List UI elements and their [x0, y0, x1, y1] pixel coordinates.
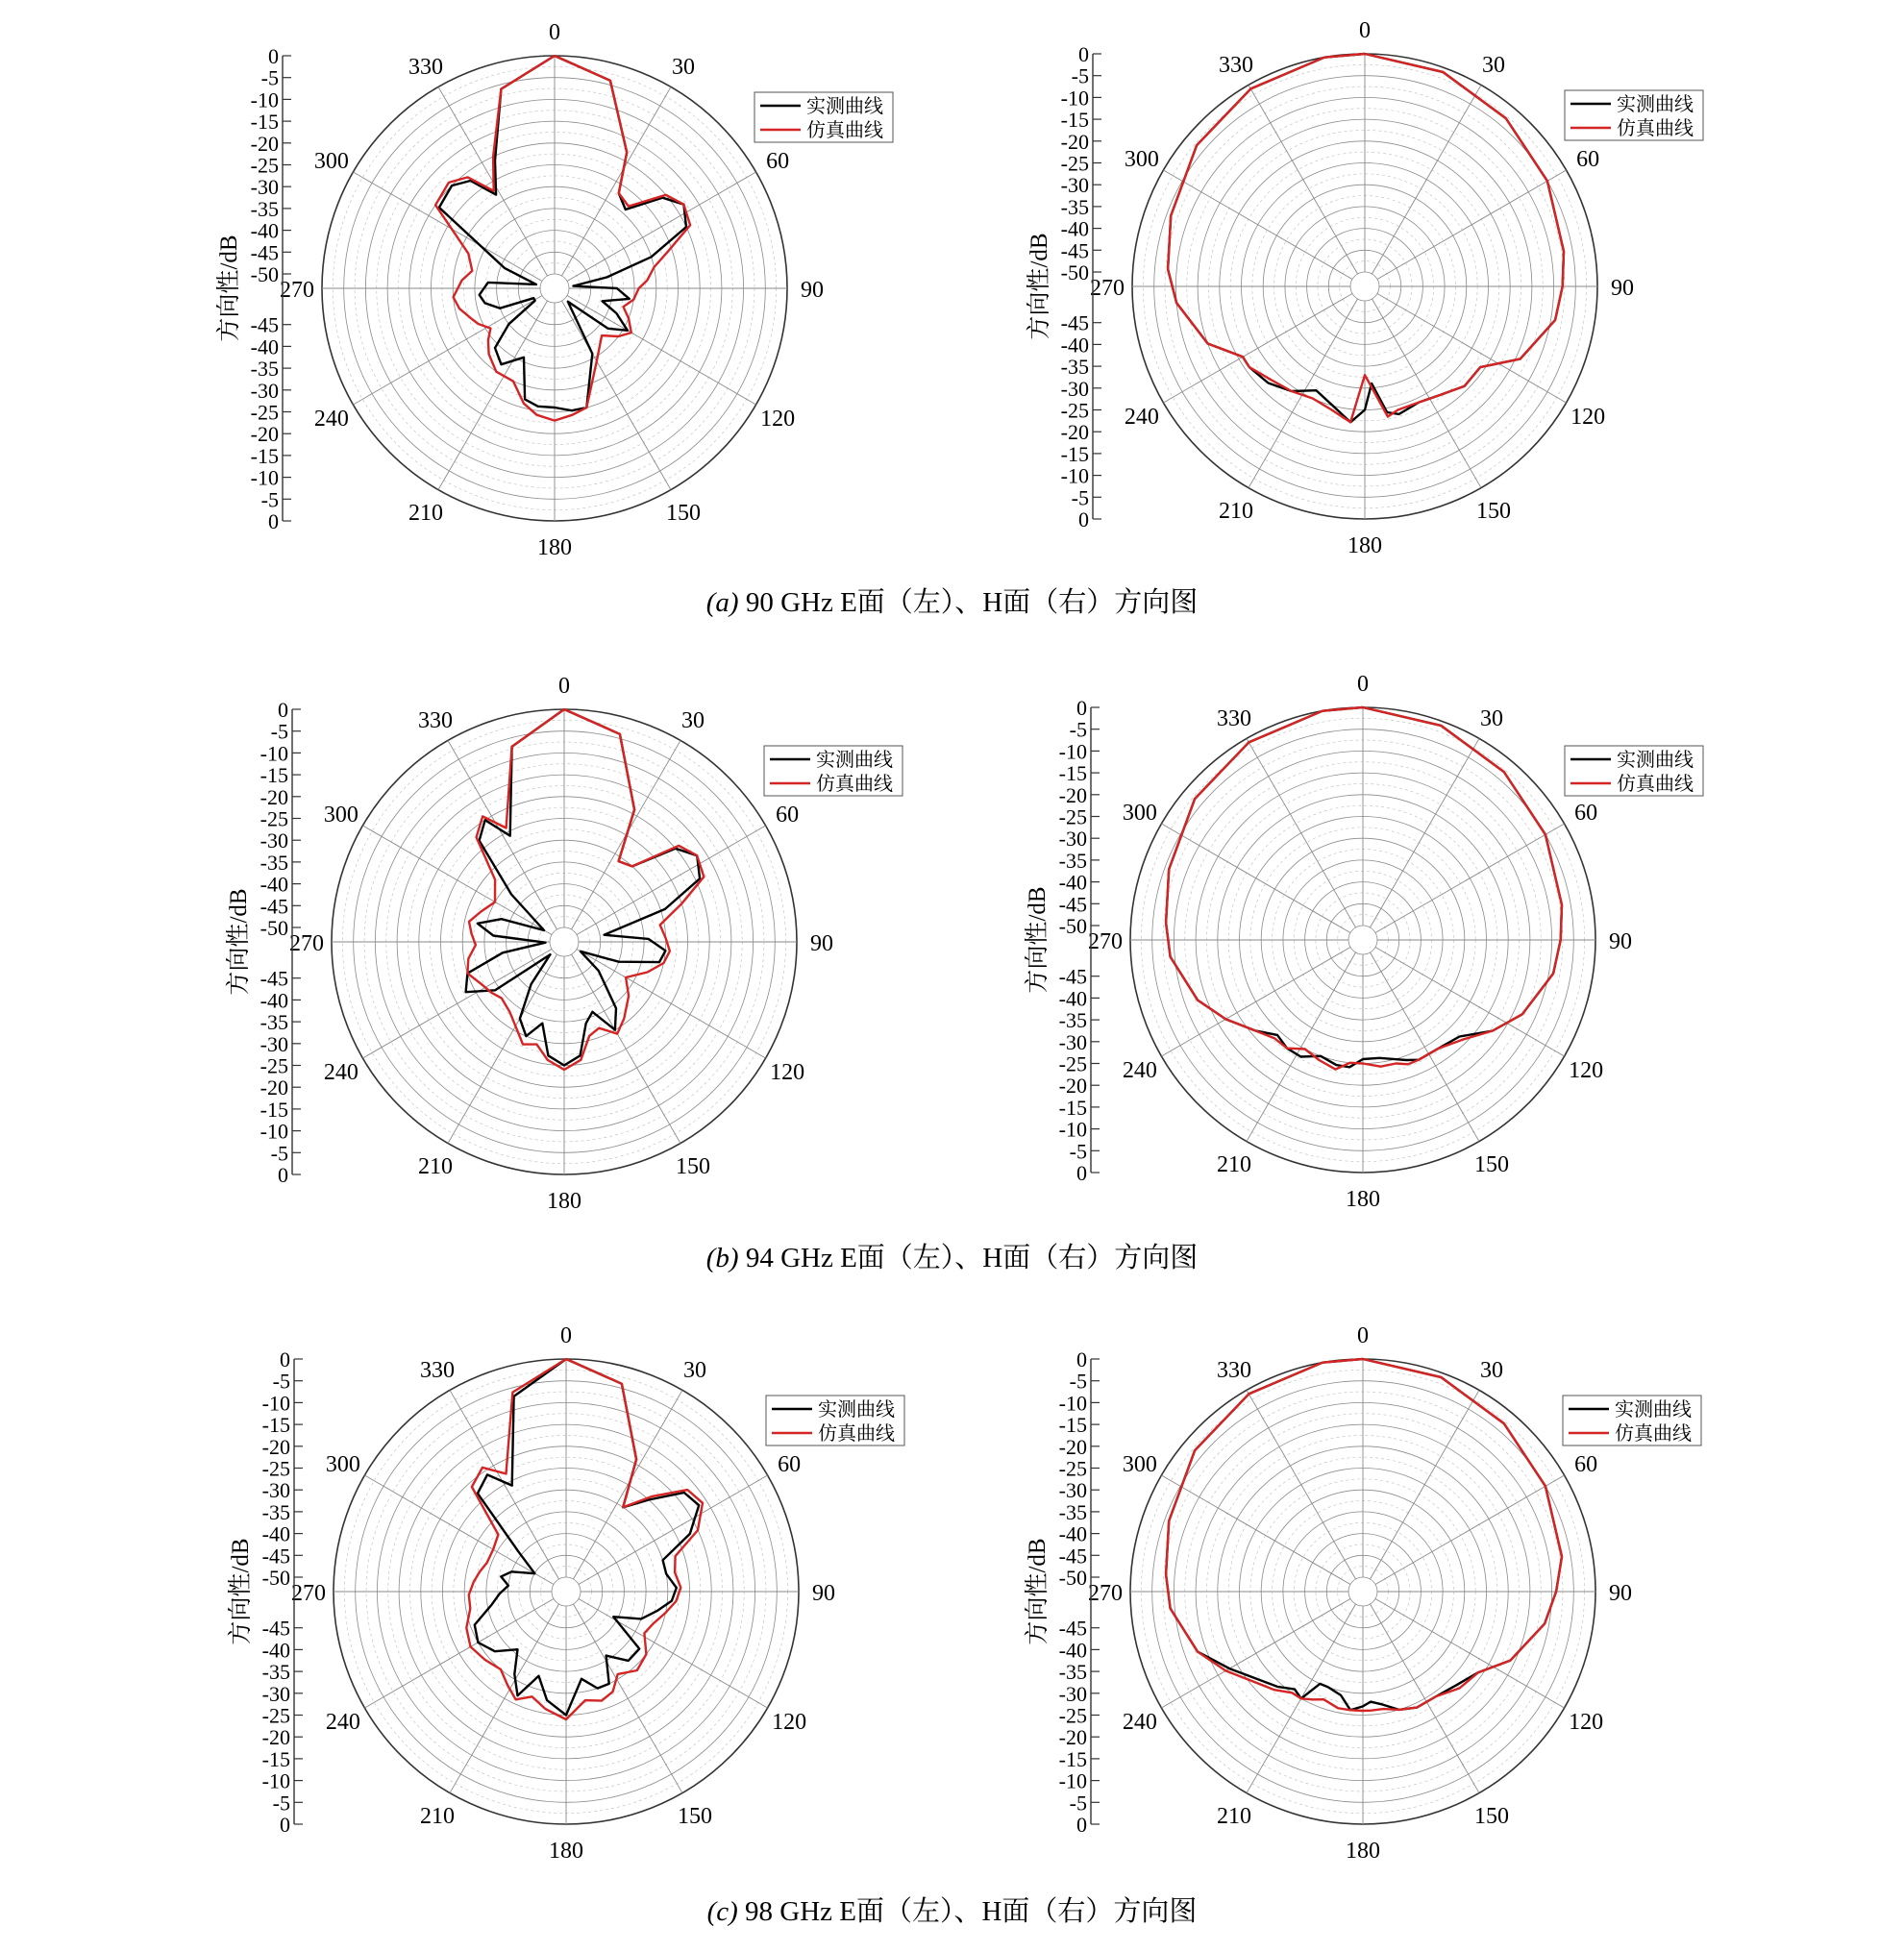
grid-circle	[540, 274, 569, 303]
radial-tick-label: -45	[1060, 310, 1089, 335]
radial-tick-label: -35	[1060, 355, 1089, 380]
radial-tick-label: -45	[261, 1544, 290, 1569]
radial-tick-label: -35	[1058, 1008, 1087, 1033]
angle-tick-label: 60	[1574, 1452, 1598, 1477]
radial-tick-label: -5	[1069, 1791, 1087, 1816]
radial-tick-label: -40	[1060, 216, 1089, 241]
radial-tick-label: -15	[1058, 761, 1087, 786]
legend-label-measured: 实测曲线	[806, 96, 883, 117]
radial-axis-title: 方向性/dB	[226, 888, 252, 996]
angle-tick-label: 0	[549, 20, 560, 45]
grid-spoke	[1371, 738, 1480, 927]
radial-axis-title: 方向性/dB	[228, 1538, 254, 1645]
angle-tick-label: 120	[760, 407, 796, 432]
radial-tick-label: -20	[1058, 782, 1087, 807]
grid-spoke	[1247, 1390, 1356, 1579]
radial-tick-label: -10	[260, 741, 288, 766]
grid-spoke	[1377, 294, 1567, 404]
legend-label-simulated: 仿真曲线	[1617, 774, 1694, 795]
radial-tick-label: -15	[1058, 1095, 1087, 1120]
grid-circle	[1348, 1577, 1377, 1606]
radial-tick-label: 0	[1076, 1161, 1087, 1185]
radial-axis-title: 方向性/dB	[1025, 1538, 1051, 1645]
radial-tick-label: -20	[261, 1434, 290, 1459]
radial-tick-label: -50	[1060, 260, 1089, 284]
angle-tick-label: 0	[1359, 18, 1371, 43]
radial-tick-label: -30	[261, 1478, 290, 1503]
grid-spoke	[1377, 170, 1567, 280]
legend-label-simulated: 仿真曲线	[818, 1423, 895, 1445]
radial-tick-label: -15	[1060, 108, 1089, 133]
angle-tick-label: 0	[1357, 672, 1369, 697]
caption-a-letter: (a)	[705, 587, 739, 618]
radial-tick-label: -15	[250, 110, 279, 135]
angle-tick-label: 120	[1569, 1710, 1604, 1735]
radial-tick-label: -20	[250, 422, 279, 447]
radial-tick-label: -45	[1058, 1616, 1087, 1641]
legend-label-measured: 实测曲线	[1617, 750, 1694, 771]
radial-tick-label: -40	[260, 988, 288, 1013]
radial-tick-label: -10	[1058, 1117, 1087, 1142]
angle-tick-label: 60	[766, 149, 790, 174]
radial-tick-label: -30	[1060, 376, 1089, 401]
radial-tick-label: -5	[270, 1141, 288, 1166]
radial-tick-label: -30	[250, 378, 279, 403]
radial-tick-label: -20	[1060, 129, 1089, 154]
radial-tick-label: -25	[1060, 398, 1089, 423]
radial-tick-label: -25	[250, 153, 279, 178]
angle-tick-label: 120	[1570, 405, 1606, 430]
grid-circle	[1350, 272, 1379, 301]
angle-tick-label: 330	[408, 54, 443, 80]
legend	[1563, 1396, 1701, 1445]
radial-tick-label: -35	[260, 850, 288, 875]
angle-tick-label: 300	[1122, 801, 1157, 826]
radial-tick-label: -20	[1060, 420, 1089, 445]
grid-spoke	[1372, 299, 1482, 488]
radial-tick-label: -30	[260, 828, 288, 853]
radial-tick-label: -25	[1058, 1051, 1087, 1076]
radial-tick-label: -40	[1058, 1521, 1087, 1546]
angle-tick-label: 60	[1576, 147, 1600, 172]
legend	[1565, 746, 1703, 796]
caption-c-text: 98 GHz E面（左）、H面（右）方向图	[737, 1896, 1198, 1927]
radial-tick-label: 0	[278, 1163, 288, 1187]
radial-tick-label: -25	[1060, 151, 1089, 176]
angle-tick-label: 120	[770, 1060, 805, 1085]
legend	[754, 92, 893, 142]
radial-tick-label: -25	[1058, 1456, 1087, 1481]
radial-tick-label: 0	[278, 698, 288, 722]
radial-tick-label: -35	[1060, 194, 1089, 219]
series-simulated-line	[466, 1359, 703, 1719]
angle-tick-label: 180	[547, 1189, 581, 1214]
radial-tick-label: -30	[1060, 173, 1089, 198]
radial-tick-label: -45	[1058, 964, 1087, 989]
legend-label-measured: 实测曲线	[818, 1399, 895, 1421]
radial-tick-label: 0	[268, 44, 279, 68]
grid-spoke	[567, 172, 756, 282]
angle-tick-label: 270	[291, 1581, 326, 1606]
angle-tick-label: 180	[537, 535, 572, 560]
angle-tick-label: 180	[549, 1839, 583, 1864]
radial-tick-label: -20	[1058, 1074, 1087, 1099]
radial-tick-label: -5	[260, 487, 279, 512]
angle-tick-label: 120	[1569, 1058, 1604, 1083]
grid-spoke	[1161, 948, 1350, 1057]
angle-tick-label: 240	[313, 407, 349, 432]
grid-spoke	[1161, 1599, 1350, 1709]
series-simulated-line	[1166, 707, 1562, 1070]
radial-tick-label: -50	[1058, 914, 1087, 938]
radial-tick-label: -45	[260, 966, 288, 991]
caption-a	[0, 581, 1904, 620]
radial-tick-label: -30	[1058, 1681, 1087, 1706]
radial-tick-label: -25	[250, 400, 279, 425]
caption-b	[0, 1236, 1904, 1275]
radial-tick-label: -5	[272, 1369, 290, 1394]
legend-label-simulated: 仿真曲线	[806, 120, 883, 141]
angle-tick-label: 300	[1122, 1452, 1157, 1477]
angle-tick-label: 210	[1217, 1152, 1251, 1178]
angle-tick-label: 210	[420, 1804, 455, 1830]
angle-tick-label: 180	[1346, 1187, 1380, 1212]
radial-tick-label: -10	[1060, 86, 1089, 111]
angle-tick-label: 300	[313, 149, 349, 174]
angle-tick-label: 270	[280, 278, 314, 303]
angle-tick-label: 0	[1357, 1323, 1369, 1348]
radial-tick-label: -5	[1071, 63, 1089, 88]
series-measured-line	[1166, 1359, 1562, 1710]
radial-tick-label: -40	[260, 872, 288, 897]
angle-tick-label: 210	[1219, 499, 1253, 525]
grid-circle	[550, 927, 579, 956]
angle-tick-label: 60	[1574, 801, 1598, 826]
angle-tick-label: 210	[1217, 1804, 1251, 1830]
angle-tick-label: 270	[1090, 276, 1125, 301]
radial-tick-label: -35	[250, 357, 279, 382]
radial-tick-label: -45	[1060, 238, 1089, 263]
radial-tick-label: 0	[268, 509, 279, 533]
angle-tick-label: 120	[772, 1710, 807, 1735]
polar-chart-90GHz-E	[215, 20, 893, 560]
legend-label-simulated: 仿真曲线	[1615, 1423, 1692, 1445]
angle-tick-label: 210	[408, 501, 443, 527]
angle-tick-label: 300	[1124, 147, 1159, 172]
radial-tick-label: -35	[1058, 1499, 1087, 1524]
radial-tick-label: -15	[1058, 1413, 1087, 1438]
radial-tick-label: -5	[272, 1791, 290, 1816]
radial-tick-label: -40	[1060, 333, 1089, 358]
radial-tick-label: -35	[1058, 1660, 1087, 1685]
legend	[1565, 90, 1703, 140]
grid-spoke	[1375, 948, 1565, 1057]
radial-tick-label: -25	[260, 806, 288, 831]
radial-tick-label: -10	[260, 1119, 288, 1144]
angle-tick-label: 300	[323, 803, 359, 828]
radial-tick-label: -20	[260, 1075, 288, 1100]
radial-tick-label: -15	[260, 763, 288, 788]
grid-spoke	[362, 950, 552, 1059]
angle-tick-label: 150	[1476, 499, 1511, 525]
radial-tick-label: -20	[250, 131, 279, 156]
caption-a-text: 90 GHz E面（左）、H面（右）方向图	[738, 587, 1199, 618]
radial-tick-label: 0	[1078, 42, 1089, 66]
angle-tick-label: 180	[1346, 1839, 1380, 1864]
radial-tick-label: -15	[250, 443, 279, 468]
angle-tick-label: 300	[325, 1452, 360, 1477]
radial-tick-label: -40	[1058, 870, 1087, 895]
radial-tick-label: -10	[261, 1391, 290, 1416]
angle-tick-label: 270	[289, 931, 324, 956]
radial-tick-label: -35	[261, 1499, 290, 1524]
radial-tick-label: -10	[261, 1768, 290, 1793]
angle-tick-label: 30	[672, 54, 695, 80]
angle-tick-label: 270	[1088, 929, 1123, 954]
angle-tick-label: 90	[1611, 276, 1634, 301]
angle-tick-label: 240	[1124, 405, 1159, 430]
radial-tick-label: -10	[1058, 1768, 1087, 1793]
grid-spoke	[1371, 952, 1480, 1142]
legend-label-simulated: 仿真曲线	[1617, 118, 1694, 139]
radial-tick-label: -5	[270, 719, 288, 744]
radial-tick-label: -25	[261, 1703, 290, 1728]
series-simulated-line	[1166, 1359, 1562, 1711]
angle-tick-label: 150	[1474, 1804, 1509, 1830]
grid-circle	[552, 1577, 581, 1606]
angle-tick-label: 30	[1482, 52, 1505, 78]
radial-tick-label: -50	[250, 262, 279, 286]
polar-chart-94GHz-H	[1024, 672, 1703, 1212]
grid-spoke	[450, 1390, 559, 1579]
angle-tick-label: 60	[778, 1452, 802, 1477]
radial-tick-label: 0	[1076, 1813, 1087, 1837]
radial-tick-label: -15	[261, 1413, 290, 1438]
grid-spoke	[1372, 85, 1482, 274]
polar-chart-98GHz-H	[1024, 1323, 1701, 1864]
grid-spoke	[1371, 1604, 1480, 1793]
radial-axis-title: 方向性/dB	[1025, 886, 1051, 994]
angle-tick-label: 0	[558, 674, 570, 699]
radial-tick-label: 0	[1076, 696, 1087, 720]
grid-spoke	[1249, 299, 1358, 488]
radial-tick-label: -5	[260, 65, 279, 90]
angle-tick-label: 60	[776, 803, 800, 828]
grid-spoke	[1371, 1390, 1480, 1579]
legend	[766, 1396, 904, 1445]
radial-tick-label: -40	[261, 1521, 290, 1546]
radial-tick-label: -10	[1058, 1391, 1087, 1416]
grid-spoke	[579, 1599, 768, 1709]
radial-tick-label: -40	[250, 334, 279, 359]
legend-label-measured: 实测曲线	[1617, 94, 1694, 115]
grid-spoke	[438, 301, 548, 490]
grid-spoke	[1375, 1599, 1565, 1709]
radial-tick-label: -45	[250, 312, 279, 337]
grid-spoke	[1163, 170, 1352, 280]
radial-tick-label: -45	[1058, 1544, 1087, 1569]
radial-tick-label: -30	[260, 1031, 288, 1056]
radial-tick-label: -15	[261, 1746, 290, 1771]
radial-tick-label: -30	[261, 1681, 290, 1706]
radial-tick-label: -50	[1058, 1566, 1087, 1590]
angle-tick-label: 210	[418, 1154, 453, 1180]
radial-tick-label: 0	[1078, 507, 1089, 531]
angle-tick-label: 240	[1122, 1710, 1157, 1735]
radial-tick-label: -15	[1058, 1746, 1087, 1771]
radial-tick-label: -30	[250, 175, 279, 200]
radial-tick-label: -5	[1069, 717, 1087, 742]
angle-tick-label: 150	[666, 501, 701, 527]
radial-tick-label: -25	[1058, 1703, 1087, 1728]
radial-tick-label: -30	[1058, 1478, 1087, 1503]
radial-tick-label: -10	[250, 87, 279, 112]
grid-spoke	[364, 1475, 554, 1585]
radial-tick-label: -5	[1071, 485, 1089, 510]
angle-tick-label: 90	[1609, 929, 1632, 954]
radial-tick-label: -20	[1058, 1725, 1087, 1750]
grid-circle	[1348, 926, 1377, 954]
radial-tick-label: -10	[1060, 463, 1089, 488]
radial-tick-label: -45	[261, 1616, 290, 1641]
legend-label-measured: 实测曲线	[1615, 1399, 1692, 1421]
radial-tick-label: -35	[250, 196, 279, 221]
grid-spoke	[1249, 85, 1358, 274]
grid-spoke	[1163, 294, 1352, 404]
legend	[764, 746, 903, 796]
radial-tick-label: -45	[250, 240, 279, 265]
radial-tick-label: -45	[1058, 892, 1087, 917]
radial-axis-title: 方向性/dB	[216, 235, 242, 342]
legend-label-measured: 实测曲线	[816, 750, 893, 771]
caption-c	[0, 1890, 1904, 1929]
radial-tick-label: -30	[1058, 827, 1087, 852]
radial-tick-label: -45	[260, 894, 288, 919]
grid-spoke	[353, 172, 542, 282]
grid-spoke	[1247, 738, 1356, 927]
angle-tick-label: 30	[1480, 705, 1503, 731]
radial-tick-label: -25	[260, 1053, 288, 1078]
caption-b-text: 94 GHz E面（左）、H面（右）方向图	[738, 1243, 1199, 1273]
grid-spoke	[577, 826, 766, 935]
angle-tick-label: 150	[676, 1154, 710, 1180]
radial-tick-label: -40	[1058, 986, 1087, 1011]
grid-spoke	[562, 86, 672, 276]
legend-label-simulated: 仿真曲线	[816, 774, 893, 795]
polar-chart-94GHz-E	[225, 674, 903, 1214]
radial-tick-label: -50	[260, 916, 288, 940]
angle-tick-label: 330	[1219, 52, 1253, 78]
radial-tick-label: -30	[1058, 1029, 1087, 1054]
radial-tick-label: 0	[280, 1813, 290, 1837]
angle-tick-label: 240	[325, 1710, 360, 1735]
radial-tick-label: -35	[261, 1660, 290, 1685]
radial-tick-label: -15	[260, 1097, 288, 1122]
grid-spoke	[353, 296, 542, 406]
grid-spoke	[1247, 952, 1356, 1142]
angle-tick-label: 30	[681, 707, 705, 733]
radial-tick-label: -25	[261, 1456, 290, 1481]
angle-tick-label: 150	[678, 1804, 712, 1830]
caption-b-letter: (b)	[705, 1243, 739, 1273]
radial-tick-label: -15	[1060, 441, 1089, 466]
series-measured-line	[439, 56, 686, 410]
radial-tick-label: -20	[260, 784, 288, 809]
radial-tick-label: -35	[1058, 848, 1087, 873]
series-measured-line	[1166, 707, 1562, 1067]
angle-tick-label: 330	[418, 707, 453, 733]
angle-tick-label: 90	[812, 1581, 835, 1606]
radial-tick-label: -5	[1069, 1139, 1087, 1164]
radial-tick-label: -10	[1058, 739, 1087, 764]
angle-tick-label: 240	[323, 1060, 359, 1085]
grid-spoke	[362, 826, 552, 935]
angle-tick-label: 90	[1609, 1581, 1632, 1606]
grid-spoke	[448, 740, 557, 929]
angle-tick-label: 30	[683, 1357, 706, 1383]
series-measured-line	[466, 709, 700, 1066]
radial-tick-label: -40	[261, 1638, 290, 1663]
polar-chart-98GHz-E	[227, 1323, 904, 1864]
grid-spoke	[567, 296, 756, 406]
grid-spoke	[1375, 824, 1565, 933]
angle-tick-label: 330	[420, 1357, 455, 1383]
caption-c-letter: (c)	[706, 1896, 738, 1927]
grid-spoke	[577, 950, 766, 1059]
radial-axis-title: 方向性/dB	[1026, 233, 1052, 340]
radial-tick-label: -40	[250, 218, 279, 243]
radial-tick-label: -50	[261, 1566, 290, 1590]
angle-tick-label: 150	[1474, 1152, 1509, 1178]
radial-tick-label: -20	[1058, 1434, 1087, 1459]
grid-spoke	[574, 1604, 683, 1793]
angle-tick-label: 240	[1122, 1058, 1157, 1083]
angle-tick-label: 270	[1088, 1581, 1123, 1606]
angle-tick-label: 90	[801, 278, 824, 303]
angle-tick-label: 330	[1217, 705, 1251, 731]
radial-tick-label: -25	[1058, 804, 1087, 829]
polar-chart-90GHz-H	[1026, 18, 1703, 558]
grid-spoke	[450, 1604, 559, 1793]
radial-tick-label: -5	[1069, 1369, 1087, 1394]
radial-tick-label: 0	[1076, 1347, 1087, 1371]
angle-tick-label: 90	[810, 931, 833, 956]
angle-tick-label: 0	[560, 1323, 572, 1348]
angle-tick-label: 30	[1480, 1357, 1503, 1383]
radial-tick-label: -35	[260, 1010, 288, 1035]
grid-spoke	[1375, 1475, 1565, 1585]
grid-spoke	[1161, 1475, 1350, 1585]
grid-spoke	[364, 1599, 554, 1709]
radial-tick-label: 0	[280, 1347, 290, 1371]
angle-tick-label: 180	[1348, 533, 1382, 558]
radial-tick-label: -10	[250, 465, 279, 490]
radial-tick-label: -20	[261, 1725, 290, 1750]
radial-tick-label: -40	[1058, 1638, 1087, 1663]
angle-tick-label: 330	[1217, 1357, 1251, 1383]
grid-spoke	[1161, 824, 1350, 933]
